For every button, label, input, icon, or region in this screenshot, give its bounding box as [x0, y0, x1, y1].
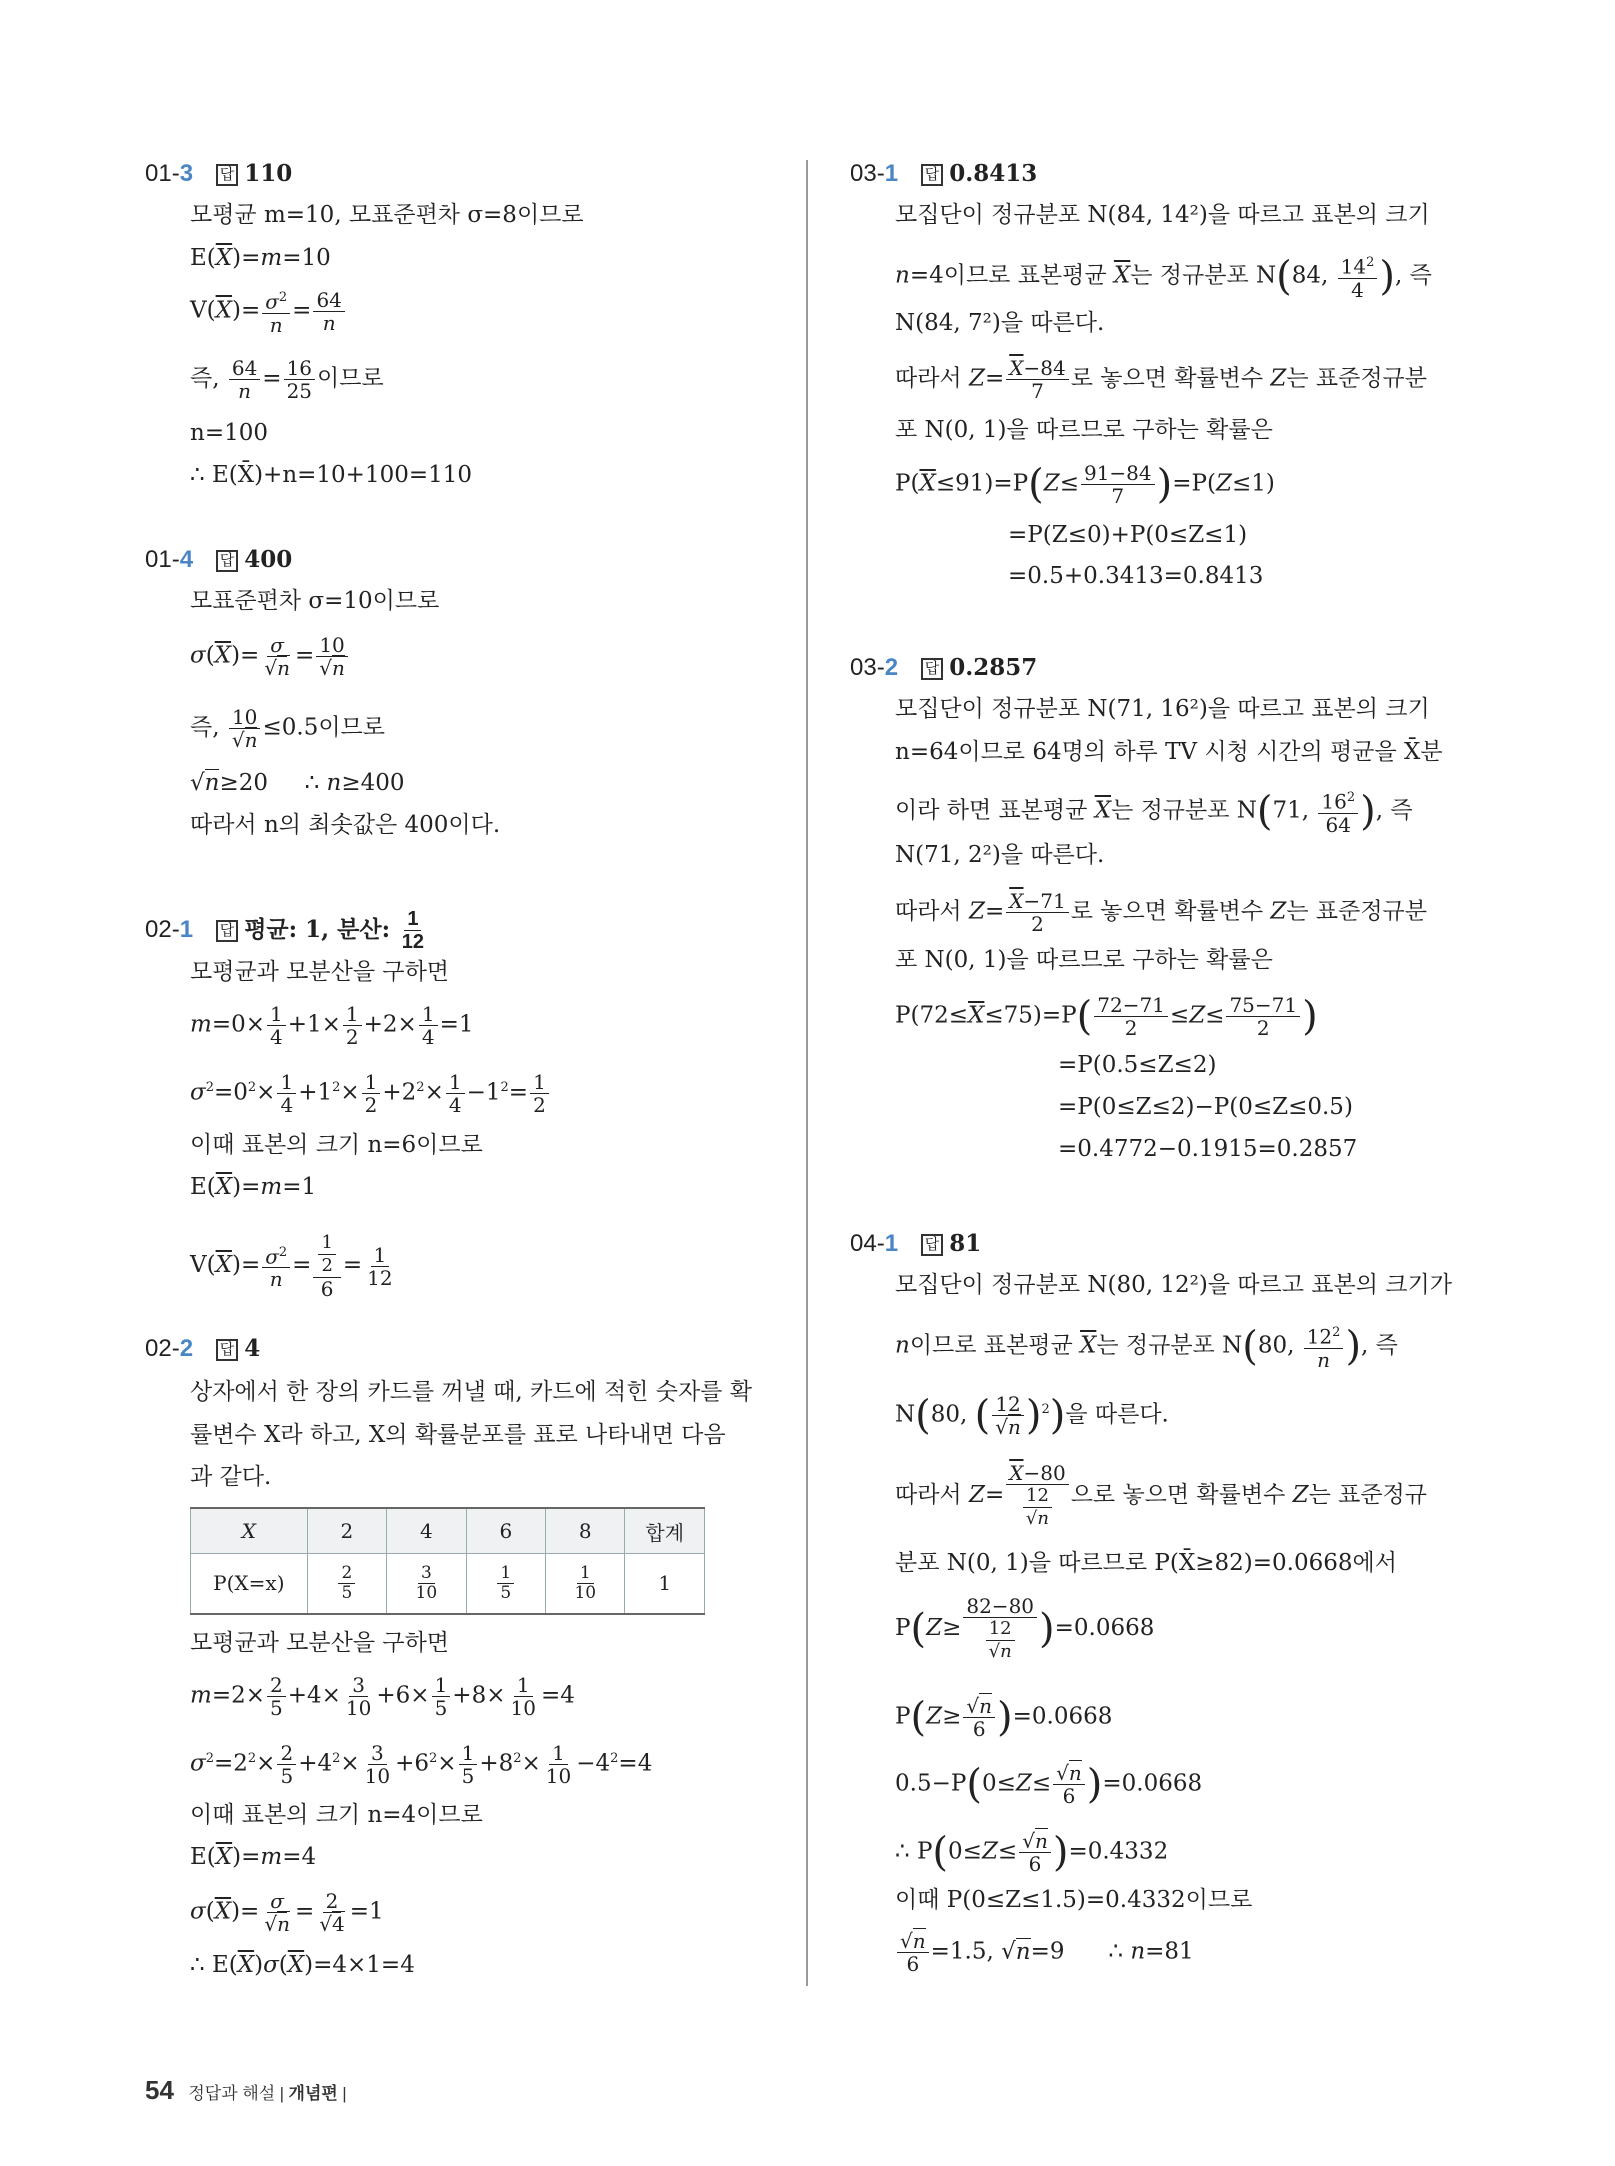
solution-line: =0.5+0.3413=0.8413: [1008, 563, 1264, 589]
solution-line: 따라서 n의 최솟값은 400이다.: [190, 812, 501, 838]
solution-line: $V(\overline{X})=$ $\frac{\sigma^2}{n}$ = $\frac{\frac{1}{2}}{6}$ = $\frac{1}{12}$: [190, 1232, 393, 1301]
solution-line: 모평균과 모분산을 구하면: [190, 1630, 450, 1656]
solution-line: 따라서 Z= $\frac{\overline{X}-71}{2}$ 로 놓으면 확률변수 Z는 표준정규분: [895, 889, 1427, 936]
problem-heading-02-1: 02-1 답 평균: 1, 분산: $\frac{1}{12}$: [145, 908, 429, 953]
solution-line: 모집단이 정규분포 N(84, 14²)을 따르고 표본의 크기: [895, 202, 1430, 228]
probability-table: [190, 1507, 705, 1615]
solution-line: $\sigma(\overline{X})=$ $\frac{\sigma}{√n}$ = $\frac{10}{√n}$: [190, 634, 350, 679]
solution-line: 따라서 Z= $\frac{\overline{X}-80}{\frac{12}{√n}}$ 으로 놓으면 확률변수 Z는 표준정규: [895, 1461, 1427, 1529]
problem-heading-04-1: 04-1 답 81: [850, 1230, 982, 1257]
solution-line: 이때 표본의 크기 n=4이므로: [190, 1802, 483, 1828]
solution-line: 이때 표본의 크기 n=6이므로: [190, 1132, 483, 1158]
table-cell: $\frac{1}{5}$: [466, 1554, 545, 1614]
solution-line: P(Z≥ $\frac{82-80}{\frac{12}{√n}}$ )=0.0668: [895, 1594, 1155, 1662]
column-divider: [806, 160, 808, 1986]
solution-line: 분포 N(0, 1)을 따르므로 P(X̄≥82)=0.0668에서: [895, 1550, 1397, 1576]
solution-line: 0.5−P(0≤Z≤ $\frac{√n}{6}$ )=0.0668: [895, 1761, 1203, 1808]
solution-line: 이때 P(0≤Z≤1.5)=0.4332이므로: [895, 1887, 1253, 1913]
solution-line: ∴ P(0≤Z≤ $\frac{√n}{6}$ )=0.4332: [895, 1829, 1169, 1876]
table-cell: 1: [625, 1554, 705, 1614]
problem-heading-01-3: 01-3 답 110: [145, 160, 293, 187]
solution-line: n=64이므로 64명의 하루 TV 시청 시간의 평균을 X̄분: [895, 739, 1443, 765]
answer-badge: 답: [921, 164, 944, 186]
solution-line: 이라 하면 표본평균 $\overline{X}$는 정규분포 N(71, $\frac{16^2}{64}$ ), 즉: [895, 788, 1413, 837]
table-row-label: P(X=x): [191, 1554, 308, 1614]
answer-badge: 답: [216, 164, 239, 186]
answer-value: 81: [949, 1230, 982, 1257]
answer-value: 0.2857: [949, 654, 1038, 681]
solution-line: 즉, $\frac{10}{√n}$ ≤0.5이므로: [190, 705, 385, 752]
solution-line: N(80, ( $\frac{12}{√n}$ )$^2$)을 따른다.: [895, 1392, 1169, 1439]
footer-section: 개념편: [288, 2084, 338, 2103]
solution-line: n=4이므로 표본평균 $\overline{X}$는 정규분포 N(84, $\frac{14^2}{4}$ ), 즉: [895, 253, 1432, 302]
solution-line: 모표준편차 σ=10이므로: [190, 588, 440, 614]
solution-line: 모평균 m=10, 모표준편차 σ=8이므로: [190, 202, 584, 228]
solution-line: 포 N(0, 1)을 따르므로 구하는 확률은: [895, 947, 1273, 973]
footer-title: 정답과 해설: [188, 2084, 276, 2103]
solution-line: $E(\overline{X})=m=1$: [190, 1174, 317, 1200]
table-cell: $\frac{1}{10}$: [546, 1554, 625, 1614]
page-number: 54: [145, 2075, 174, 2105]
table-header-cell: 합계: [625, 1508, 705, 1554]
answer-value: 평균: 1, 분산:: [244, 915, 391, 943]
solution-line: =0.4772−0.1915=0.2857: [1058, 1136, 1358, 1162]
solution-line: N(84, 7²)을 따른다.: [895, 310, 1105, 336]
solution-line: ∴ $E(\overline{X})\sigma(\overline{X})=4\times 1=4$: [190, 1952, 415, 1978]
problem-heading-03-2: 03-2 답 0.2857: [850, 654, 1038, 681]
solution-line: 률변수 X라 하고, X의 확률분포를 표로 나타내면 다음: [190, 1422, 726, 1448]
solution-line: =P(Z≤0)+P(0≤Z≤1): [1008, 522, 1248, 548]
solution-line: P(Z≥ $\frac{√n}{6}$ )=0.0668: [895, 1694, 1113, 1741]
solution-line: 포 N(0, 1)을 따르므로 구하는 확률은: [895, 417, 1273, 443]
table-header-cell: 4: [387, 1508, 466, 1554]
solution-line: $P(\overline{X}\le 91)=P(Z\le$ $\frac{91-84}{7}$ )=P(Z≤1): [895, 461, 1275, 508]
solution-line: $E(\overline{X})=m=10$: [190, 245, 331, 271]
solution-line: m=2× $\frac{2}{5}$ +4× $\frac{3}{10}$ +6× $\frac{1}{5}$ +8× $\frac{1}{10}$ =4: [190, 1673, 575, 1720]
problem-heading-01-4: 01-4 답 400: [145, 546, 293, 573]
table-cell: $\frac{3}{10}$: [387, 1554, 466, 1614]
page-footer: 54 정답과 해설 | 개념편 |: [145, 2075, 347, 2105]
problem-heading-02-2: 02-2 답 4: [145, 1335, 261, 1362]
solution-line: 즉, $\frac{64}{n}$ = $\frac{16}{25}$ 이므로: [190, 356, 384, 403]
solution-line: $\sigma^2=2^2\times$ $\frac{2}{5}$ $+4^2\times$ $\frac{3}{10}$ $+6^2\times$ $\frac{1}{5}$ $+8^2\times$ $\frac{1}{10}$ $-4^2=4$: [190, 1741, 653, 1788]
table-header-cell: 2: [307, 1508, 386, 1554]
answer-badge: 답: [921, 1234, 944, 1256]
answer-value: 4: [244, 1335, 261, 1362]
answer-badge: 답: [216, 1339, 239, 1361]
solution-line: ∴ E(X̄)+n=10+100=110: [190, 462, 473, 488]
solution-line: 과 같다.: [190, 1464, 272, 1490]
answer-value: 400: [244, 546, 293, 573]
answer-value: 0.8413: [949, 160, 1038, 187]
problem-heading-03-1: 03-1 답 0.8413: [850, 160, 1038, 187]
solution-line: $\sigma(\overline{X})=$ $\frac{\sigma}{√n}$ = $\frac{2}{√4}$ =1: [190, 1889, 384, 1936]
table-header-cell: X: [191, 1508, 308, 1554]
solution-line: $\sigma^2=0^2\times$ $\frac{1}{4}$ $+1^2\times$ $\frac{1}{2}$ $+2^2\times$ $\frac{1}{4}$ $-1^2=$ $\frac{1}{2}$: [190, 1071, 551, 1116]
answer-badge: 답: [921, 658, 944, 680]
answer-value: 110: [244, 160, 293, 187]
solution-line: n이므로 표본평균 $\overline{X}$는 정규분포 N(80, $\frac{12^2}{n}$ ), 즉: [895, 1323, 1398, 1372]
solution-line: √n≥20 ∴ n≥400: [190, 770, 405, 796]
solution-line: 모평균과 모분산을 구하면: [190, 959, 450, 985]
answer-fraction: $\frac{1}{12}$: [401, 908, 425, 953]
answer-badge: 답: [216, 920, 239, 942]
solution-line: $V(\overline{X})=$ $\frac{\sigma^2}{n}$ = $\frac{64}{n}$: [190, 287, 347, 336]
table-header-cell: 6: [466, 1508, 545, 1554]
solution-line: m=0× $\frac{1}{4}$ +1× $\frac{1}{2}$ +2× $\frac{1}{4}$ =1: [190, 1002, 474, 1049]
solution-line: =P(0≤Z≤2)−P(0≤Z≤0.5): [1058, 1094, 1353, 1120]
solution-line: $P(72\le\overline{X}\le 75)=P$( $\frac{72-71}{2}$ ≤Z≤ $\frac{75-71}{2}$ ): [895, 993, 1318, 1040]
solution-line: =P(0.5≤Z≤2): [1058, 1052, 1217, 1078]
answer-badge: 답: [216, 550, 239, 572]
solution-line: $E(\overline{X})=m=4$: [190, 1844, 317, 1870]
solution-line: 따라서 Z= $\frac{\overline{X}-84}{7}$ 로 놓으면 확률변수 Z는 표준정규분: [895, 356, 1427, 403]
table-header-cell: 8: [546, 1508, 625, 1554]
table-cell: $\frac{2}{5}$: [307, 1554, 386, 1614]
solution-line: N(71, 2²)을 따른다.: [895, 842, 1105, 868]
solution-line: 모집단이 정규분포 N(80, 12²)을 따르고 표본의 크기가: [895, 1272, 1452, 1298]
solution-line: 상자에서 한 장의 카드를 꺼낼 때, 카드에 적힌 숫자를 확: [190, 1379, 752, 1405]
solution-line: n=100: [190, 420, 268, 446]
solution-line: 모집단이 정규분포 N(71, 16²)을 따르고 표본의 크기: [895, 696, 1430, 722]
solution-line: $\frac{√n}{6}$ =1.5, √n=9 ∴ n=81: [895, 1930, 1194, 1975]
